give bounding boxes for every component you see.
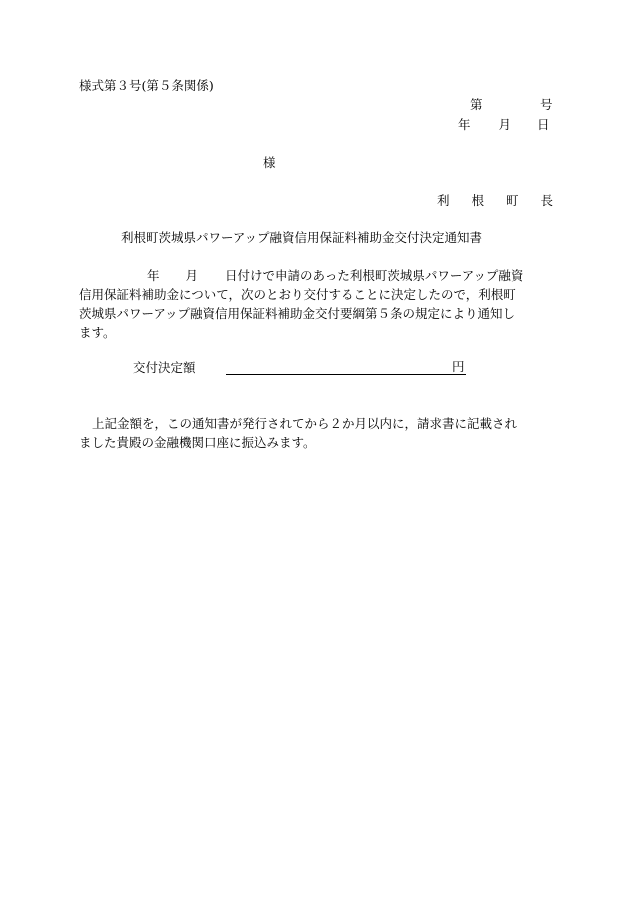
note-line-1: 上記金額を，この通知書が発行されてから２か月以内に，請求書に記載され [92,416,518,431]
issuer-char: 利 [437,193,450,208]
body-year: 年 [147,268,160,283]
body-month: 月 [185,268,199,283]
issuer-char: 町 [506,193,519,208]
body-line-2: 信用保証料補助金について，次のとおり交付することに決定したので，利根町 [79,287,516,302]
date-year: 年 [458,117,471,132]
note-line-2: ました貴殿の金融機関口座に振込みます。 [79,435,316,450]
note-paragraph [79,414,553,452]
body-line-1-text: 日付けで申請のあった利根町茨城県パワーアップ融資 [225,268,524,283]
document-number-prefix: 第 [470,97,483,112]
body-line-4: ます。 [79,325,116,340]
body-line-1 [79,266,553,285]
issue-date [458,117,550,133]
document-number-suffix: 号 [540,97,553,112]
issuer-name [437,193,553,209]
body-line-3: 茨城県パワーアップ融資信用保証料補助金交付要綱第５条の規定により通知し [79,306,516,321]
amount-underline [226,374,466,375]
addressee-honorific: 様 [263,155,276,170]
body-paragraph [79,266,553,342]
date-month: 月 [498,117,512,132]
amount-label: 交付決定額 [133,360,196,375]
issuer-char: 長 [540,193,554,208]
document-number [470,97,553,113]
date-day: 日 [537,117,550,132]
issuer-char: 根 [471,193,485,208]
form-number: 様式第３号(第５条関係) [79,78,214,93]
amount-unit: 円 [452,359,465,374]
document-title: 利根町茨城県パワーアップ融資信用保証料補助金交付決定通知書 [121,230,483,245]
